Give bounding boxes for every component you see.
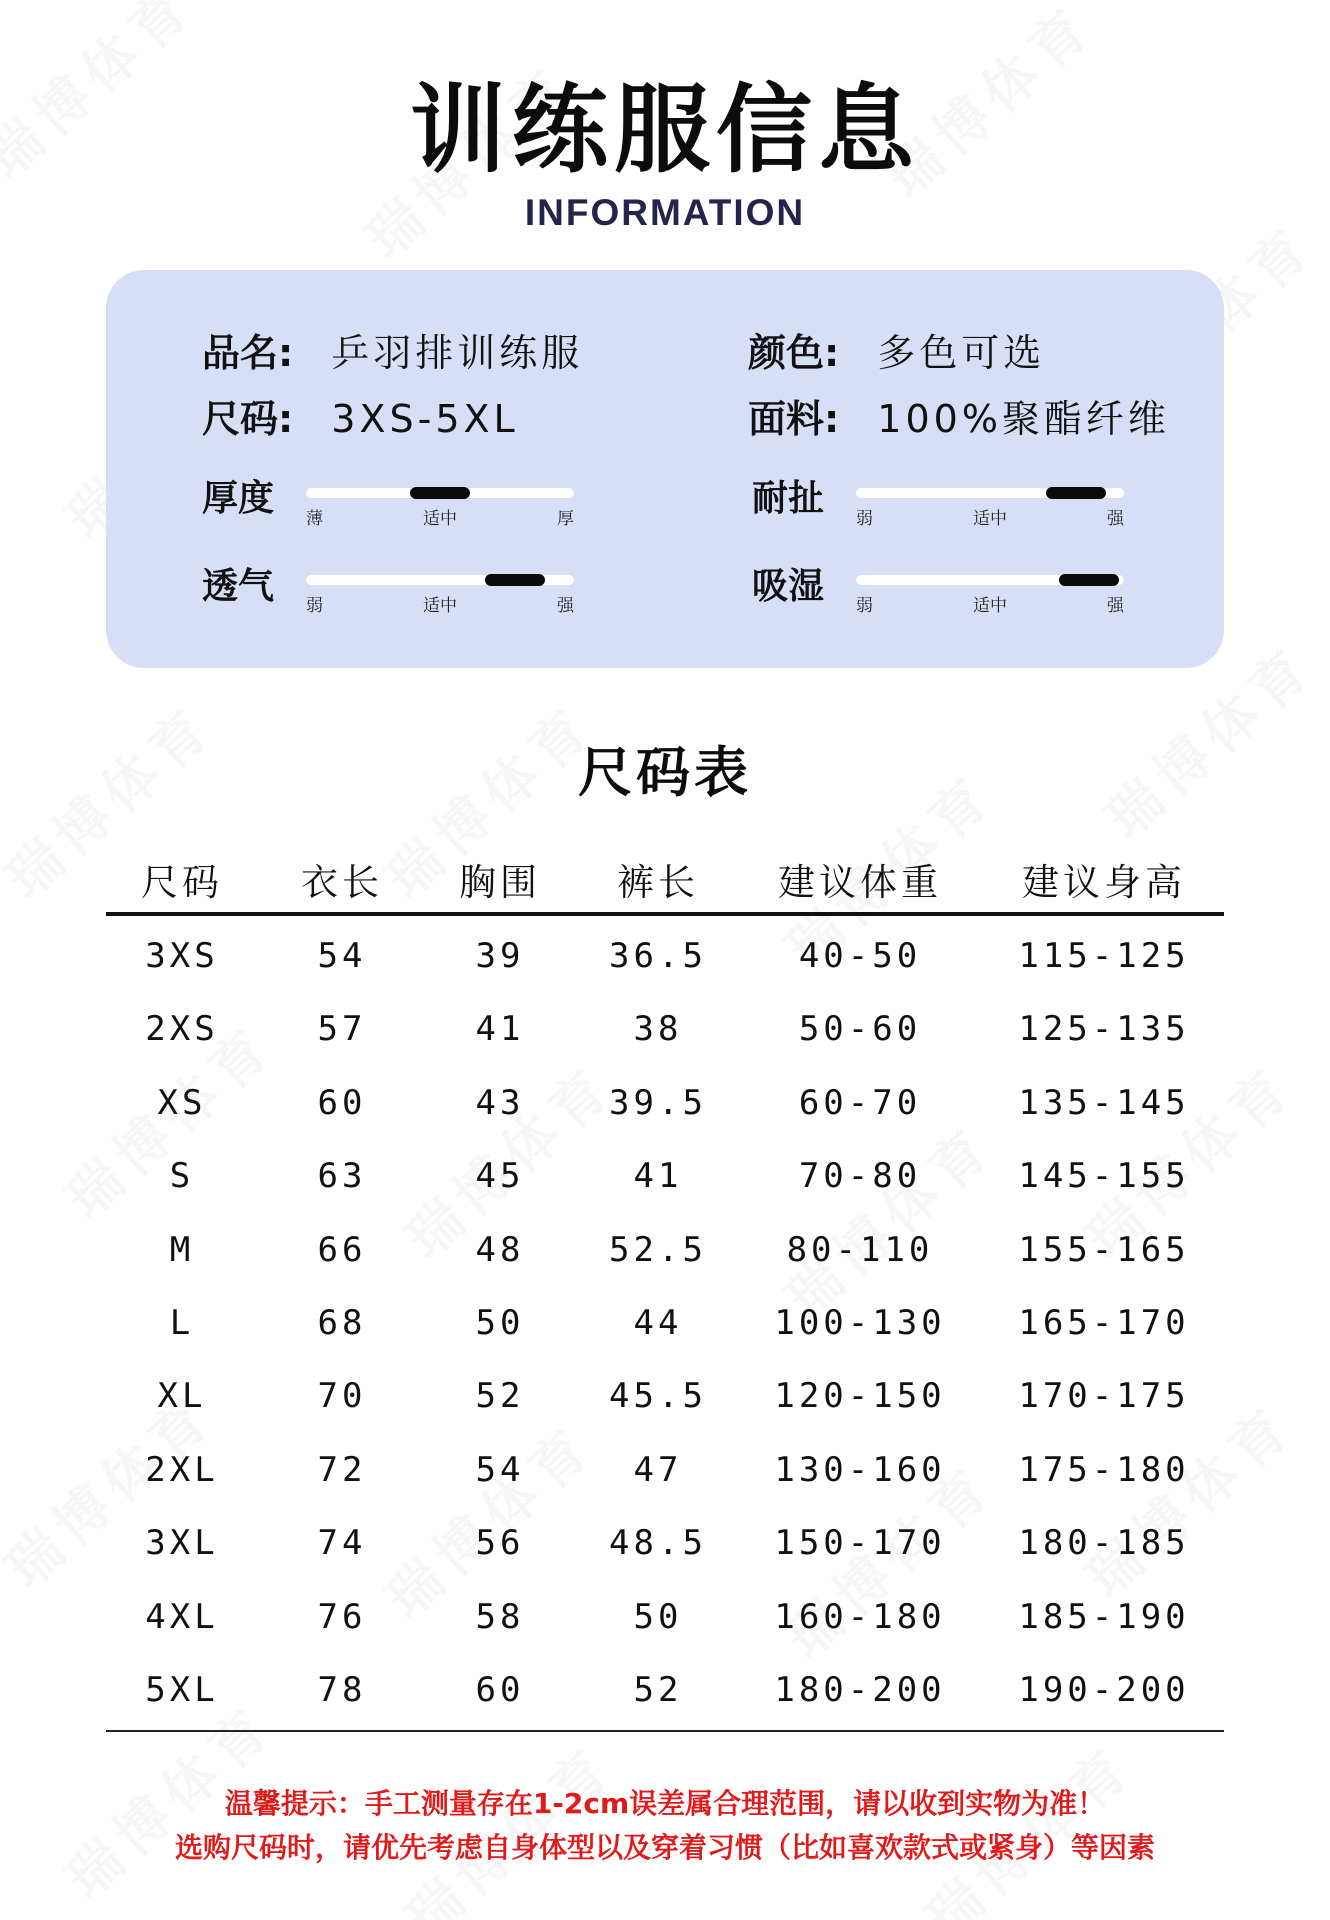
size-table	[106, 842, 1224, 1732]
table-cell-weight: 120-150	[774, 1376, 946, 1417]
fabric-value: 100%聚酯纤维	[877, 397, 1170, 441]
column-header-chest: 胸围	[459, 861, 541, 904]
table-row	[106, 1450, 1224, 1523]
table-cell-size: L	[169, 1303, 195, 1343]
table-cell-chest: 56	[475, 1523, 525, 1564]
table-cell-size: XL	[157, 1376, 207, 1417]
table-row	[106, 1523, 1224, 1596]
table-cell-length: 57	[317, 1009, 367, 1050]
thickness-meter	[306, 488, 574, 528]
meter-tick-low: 弱	[306, 596, 323, 616]
size-range-value: 3XS-5XL	[331, 397, 519, 441]
column-header-size: 尺码	[141, 861, 223, 904]
table-cell-weight: 180-200	[774, 1670, 946, 1710]
table-cell-length: 76	[317, 1596, 367, 1637]
table-cell-size: M	[169, 1229, 195, 1270]
table-cell-height: 175-180	[1018, 1449, 1190, 1490]
column-header-length: 衣长	[301, 861, 383, 904]
table-cell-pants-length: 41	[633, 1156, 683, 1197]
table-cell-chest: 60	[475, 1670, 525, 1710]
meter-indicator	[1059, 574, 1119, 586]
table-cell-chest: 58	[475, 1596, 525, 1637]
product-info-card	[106, 270, 1224, 668]
table-row	[106, 1230, 1224, 1303]
table-cell-weight: 60-70	[798, 1082, 922, 1123]
tear-resistance-meter	[856, 488, 1124, 528]
table-cell-height: 180-185	[1018, 1523, 1190, 1564]
table-cell-size: 3XS	[145, 936, 219, 976]
watermark-text	[907, 1724, 1149, 1920]
table-cell-length: 68	[317, 1303, 367, 1343]
meter-tick-mid: 适中	[423, 596, 457, 616]
table-cell-pants-length: 52	[633, 1670, 683, 1710]
table-cell-length: 54	[317, 936, 367, 976]
meter-tick-high: 强	[557, 596, 574, 616]
table-cell-weight: 70-80	[798, 1156, 922, 1197]
table-cell-chest: 43	[475, 1082, 525, 1123]
table-cell-chest: 45	[475, 1156, 525, 1197]
color-value: 多色可选	[877, 331, 1046, 375]
moisture-absorption-label: 吸湿	[752, 566, 825, 607]
table-cell-height: 135-145	[1018, 1082, 1190, 1123]
column-header-pants-length: 裤长	[617, 861, 699, 904]
page-subtitle: INFORMATION	[524, 192, 806, 233]
table-cell-pants-length: 45.5	[609, 1376, 707, 1417]
table-cell-chest: 50	[475, 1303, 525, 1343]
table-cell-height: 145-155	[1018, 1156, 1190, 1197]
meter-tick-mid: 适中	[423, 509, 457, 529]
meter-tick-low: 弱	[856, 509, 873, 529]
table-row	[106, 1597, 1224, 1670]
table-cell-length: 66	[317, 1229, 367, 1270]
table-cell-size: 2XS	[145, 1009, 219, 1050]
color-row	[748, 322, 1045, 377]
table-cell-height: 125-135	[1018, 1009, 1190, 1050]
table-cell-chest: 52	[475, 1376, 525, 1417]
size-range-label: 尺码:	[202, 397, 294, 441]
table-cell-length: 60	[317, 1082, 367, 1123]
table-cell-pants-length: 38	[633, 1009, 683, 1050]
table-cell-weight: 100-130	[774, 1303, 946, 1343]
breathability-label: 透气	[202, 566, 275, 607]
table-row	[106, 1009, 1224, 1082]
table-cell-length: 74	[317, 1523, 367, 1564]
table-row	[106, 1376, 1224, 1449]
meter-tick-low: 弱	[856, 596, 873, 616]
table-cell-size: 4XL	[145, 1596, 219, 1637]
product-name-value: 乒羽排训练服	[331, 331, 584, 375]
table-cell-height: 155-165	[1018, 1229, 1190, 1270]
meter-tick-high: 强	[1107, 509, 1124, 529]
table-cell-length: 72	[317, 1449, 367, 1490]
table-cell-chest: 48	[475, 1229, 525, 1270]
table-cell-pants-length: 39.5	[609, 1082, 707, 1123]
moisture-absorption-meter	[856, 575, 1124, 615]
meter-tick-low: 薄	[306, 509, 323, 529]
table-cell-pants-length: 36.5	[609, 936, 707, 976]
table-cell-length: 63	[317, 1156, 367, 1197]
table-cell-weight: 40-50	[798, 936, 922, 976]
size-chart-title: 尺码表	[578, 741, 752, 804]
table-cell-weight: 130-160	[774, 1449, 946, 1490]
product-name-label: 品名:	[202, 331, 294, 375]
table-cell-height: 170-175	[1018, 1376, 1190, 1417]
meter-tick-mid: 适中	[973, 509, 1007, 529]
table-cell-size: S	[169, 1156, 195, 1197]
column-header-height: 建议身高	[1022, 861, 1186, 904]
table-header	[106, 842, 1224, 916]
tear-resistance-label: 耐扯	[752, 478, 825, 519]
table-cell-weight: 150-170	[774, 1523, 946, 1564]
size-range-row	[202, 388, 519, 443]
table-cell-length: 78	[317, 1670, 367, 1710]
tip-line-1: 温馨提示：手工测量存在1-2cm误差属合理范围，请以收到实物为准！	[224, 1787, 1106, 1820]
fabric-row	[748, 388, 1170, 443]
table-cell-height: 185-190	[1018, 1596, 1190, 1637]
table-cell-size: 5XL	[145, 1670, 219, 1710]
table-cell-weight: 50-60	[798, 1009, 922, 1050]
table-cell-size: 3XL	[145, 1523, 219, 1564]
table-row	[106, 1303, 1224, 1376]
meter-indicator	[1046, 487, 1106, 499]
page-title: 训练服信息	[410, 74, 920, 186]
product-name-row	[202, 322, 583, 377]
meter-tick-high: 厚	[557, 509, 574, 529]
table-body	[106, 916, 1224, 1732]
table-cell-weight: 80-110	[786, 1229, 934, 1270]
table-cell-length: 70	[317, 1376, 367, 1417]
table-cell-height: 165-170	[1018, 1303, 1190, 1343]
column-header-weight: 建议体重	[778, 861, 942, 904]
table-cell-size: XS	[157, 1082, 207, 1123]
tip-line-2: 选购尺码时，请优先考虑自身体型以及穿着习惯（比如喜欢款式或紧身）等因素	[174, 1831, 1155, 1864]
table-cell-height: 115-125	[1018, 936, 1190, 976]
table-row	[106, 1083, 1224, 1156]
meter-indicator	[485, 574, 545, 586]
table-cell-pants-length: 52.5	[609, 1229, 707, 1270]
table-cell-chest: 54	[475, 1449, 525, 1490]
table-cell-pants-length: 44	[633, 1303, 683, 1343]
table-cell-size: 2XL	[145, 1449, 219, 1490]
table-row	[106, 1670, 1224, 1743]
meter-tick-high: 强	[1107, 596, 1124, 616]
table-cell-chest: 39	[475, 936, 525, 976]
watermark-text	[387, 1724, 629, 1920]
table-cell-pants-length: 47	[633, 1449, 683, 1490]
breathability-meter	[306, 575, 574, 615]
table-cell-pants-length: 48.5	[609, 1523, 707, 1564]
meter-indicator	[410, 487, 470, 499]
table-cell-chest: 41	[475, 1009, 525, 1050]
color-label: 颜色:	[748, 331, 840, 375]
table-cell-height: 190-200	[1018, 1670, 1190, 1710]
meter-tick-mid: 适中	[973, 596, 1007, 616]
table-cell-weight: 160-180	[774, 1596, 946, 1637]
fabric-label: 面料:	[748, 397, 840, 441]
table-row	[106, 1156, 1224, 1229]
table-cell-pants-length: 50	[633, 1596, 683, 1637]
table-row	[106, 936, 1224, 1009]
thickness-label: 厚度	[202, 478, 275, 519]
